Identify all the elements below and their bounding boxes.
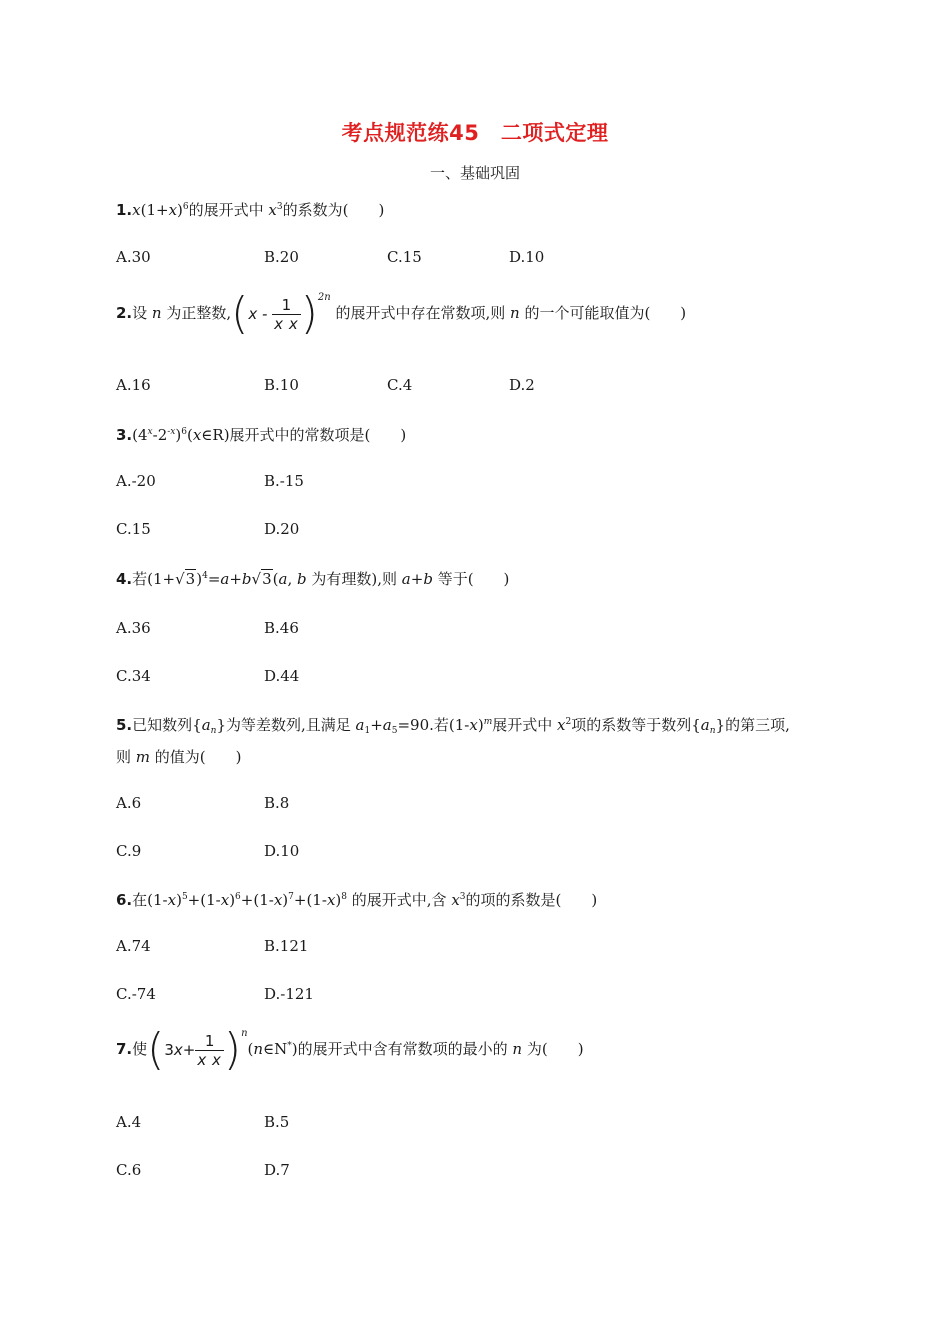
- option-c[interactable]: C.34: [116, 667, 151, 685]
- option-b[interactable]: B.5: [264, 1113, 290, 1131]
- option-c[interactable]: C.15: [387, 248, 422, 266]
- option-b[interactable]: B.10: [264, 376, 299, 394]
- option-b[interactable]: B.8: [264, 794, 290, 812]
- question-5-line-2: 则 m 的值为( ): [116, 748, 242, 766]
- option-d[interactable]: D.-121: [264, 985, 314, 1003]
- question-5: 5.已知数列$\{a_n\}$为等差数列,且满足 $a_1+a_5=90$.若$(1-x)^m$展开式中 $x^2$项的系数等于数列$\{a_n\}$的第三项,: [116, 716, 790, 736]
- option-d[interactable]: D.20: [264, 520, 300, 538]
- option-a[interactable]: A.74: [116, 937, 151, 955]
- question-number: 7.: [116, 1040, 133, 1058]
- option-a[interactable]: A.30: [116, 248, 151, 266]
- question-number: 3.: [116, 426, 133, 444]
- question-2: 2.设 n 为正整数,(x - $\frac{1}{\text{x x}}$ )$^{2n}$ 的展开式中存在常数项,则 n 的一个可能取值为( ): [116, 288, 687, 339]
- question-7: 7.使(3x+ $\frac{1}{\text{x x}}$ )$^n$(n∈N*)的展开式中含有常数项的最小的 n 为( ): [116, 1024, 584, 1075]
- option-d[interactable]: D.2: [509, 376, 535, 394]
- option-b[interactable]: B.-15: [264, 472, 304, 490]
- question-4: 4.若$(1+√3)^4=a+b√3(a$, b 为有理数),则 a+b 等于( ): [116, 570, 510, 588]
- question-6: 6.在$(1-x)^5+(1-x)^6+(1-x)^7+(1-x)^8$ 的展开式中,含 $x^3$的项的系数是( ): [116, 891, 598, 909]
- question-number: 4.: [116, 570, 133, 588]
- option-a[interactable]: A.-20: [116, 472, 156, 490]
- option-a[interactable]: A.16: [116, 376, 151, 394]
- option-c[interactable]: C.4: [387, 376, 413, 394]
- option-c[interactable]: C.-74: [116, 985, 156, 1003]
- option-c[interactable]: C.15: [116, 520, 151, 538]
- option-b[interactable]: B.20: [264, 248, 299, 266]
- option-c[interactable]: C.6: [116, 1161, 142, 1179]
- question-number: 5.: [116, 716, 133, 734]
- page-title: 考点规范练45 二项式定理: [341, 121, 609, 145]
- option-d[interactable]: D.7: [264, 1161, 290, 1179]
- option-d[interactable]: D.10: [264, 842, 300, 860]
- option-d[interactable]: D.44: [264, 667, 300, 685]
- question-number: 1.: [116, 201, 133, 219]
- section-heading: 一、基础巩固: [429, 164, 520, 182]
- question-1: $1.x(1+x)^6$的展开式中 $x^3$的系数为( ): [116, 201, 385, 219]
- question-number: 6.: [116, 891, 133, 909]
- option-b[interactable]: B.121: [264, 937, 309, 955]
- option-a[interactable]: A.36: [116, 619, 151, 637]
- option-c[interactable]: C.9: [116, 842, 142, 860]
- option-b[interactable]: B.46: [264, 619, 299, 637]
- question-3: $3.(4^x-2^{-x})^6(x\in R)$展开式中的常数项是( ): [116, 426, 407, 444]
- question-number: 2.: [116, 304, 133, 322]
- option-a[interactable]: A.6: [116, 794, 142, 812]
- option-d[interactable]: D.10: [509, 248, 545, 266]
- option-a[interactable]: A.4: [116, 1113, 142, 1131]
